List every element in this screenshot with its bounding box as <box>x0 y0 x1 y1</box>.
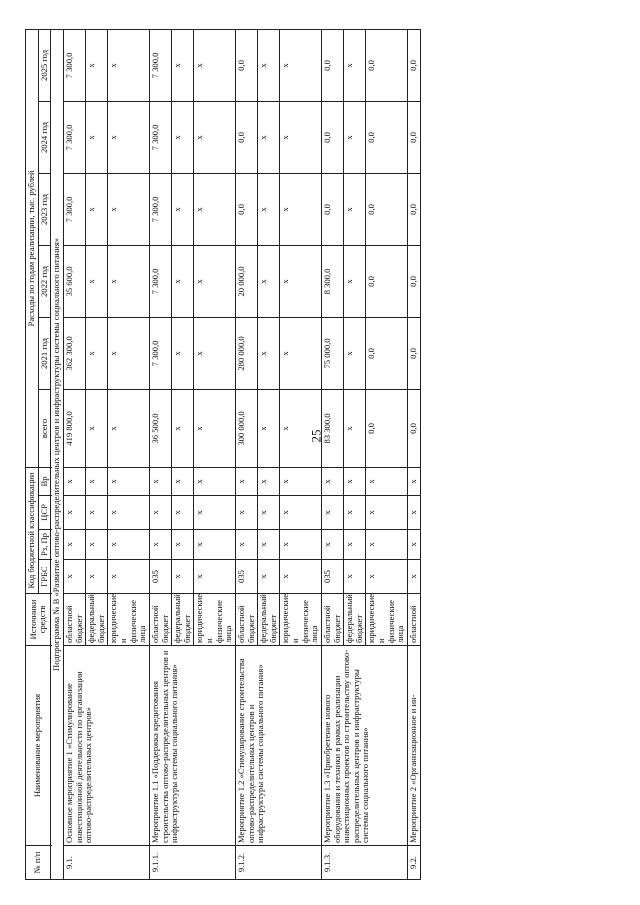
cell-total: х <box>344 389 366 467</box>
cell-csr: х <box>86 496 108 530</box>
header-name: Наименование мероприятия <box>26 646 51 846</box>
cell-total: 0,0 <box>407 389 420 467</box>
cell-y2024: х <box>344 101 366 173</box>
cell-grbs: х <box>63 560 85 594</box>
funding-source: юридические и физические лица <box>108 594 150 646</box>
cell-total: 300 000,0 <box>235 389 257 467</box>
subprogram-title: Подпрограмма № В «Развитие оптово-распределительных центров и инфраструктуры системы социального питания» <box>51 29 64 879</box>
cell-csr: х <box>366 496 408 530</box>
cell-y2025: х <box>344 29 366 101</box>
cell-y2024: 0,0 <box>235 101 257 173</box>
funding-source: областной <box>407 594 420 646</box>
table-row <box>321 29 343 879</box>
cell-csr: х <box>108 496 150 530</box>
cell-total: 36 500,0 <box>149 389 171 467</box>
cell-csr: х <box>63 496 85 530</box>
cell-total: х <box>258 389 280 467</box>
cell-y2025: х <box>108 29 150 101</box>
cell-y2022: х <box>280 245 322 317</box>
cell-vr: х <box>235 467 257 495</box>
cell-rzpr: х <box>86 530 108 560</box>
header-rz-pr: Рз, Пр <box>38 530 51 560</box>
cell-grbs: 035 <box>149 560 171 594</box>
cell-y2023: х <box>108 173 150 245</box>
cell-grbs: 035 <box>321 560 343 594</box>
measure-number: 9.1.1. <box>149 846 235 880</box>
measure-name: Основное мероприятие 1 «Стимулирование инвестиционной деятельности по организации оптово-распределительных центров» <box>63 646 149 846</box>
measure-name: Мероприятие 1.2 «Стимулирование строительства оптово-распределительных центров и инфраструктуры системы социального питания» <box>235 646 321 846</box>
header-total: всего <box>38 389 51 467</box>
measure-name: Мероприятие 1.3 «Приобретение нового оборудования и техники в рамках реализации инвестиционных проектов по строительству оптово-распределительных центров и инфраструктуры системы социального питания» <box>321 646 407 846</box>
header-expenses: Расходы по годам реализации, тыс. рублей <box>26 29 39 467</box>
cell-y2021: х <box>172 317 194 389</box>
cell-rzpr: х <box>149 530 171 560</box>
table-row <box>235 29 257 879</box>
measure-number: 9.1.2. <box>235 846 321 880</box>
table-row <box>407 29 420 879</box>
header-budget-code: Код бюджетной классификации <box>26 467 39 593</box>
cell-y2023: 0,0 <box>366 173 408 245</box>
cell-rzpr: х <box>235 530 257 560</box>
cell-y2024: х <box>194 101 236 173</box>
cell-y2023: х <box>86 173 108 245</box>
cell-grbs: х <box>194 560 236 594</box>
cell-y2021: х <box>194 317 236 389</box>
cell-y2023: х <box>344 173 366 245</box>
cell-y2021: 280 000,0 <box>235 317 257 389</box>
cell-vr: х <box>344 467 366 495</box>
cell-grbs: х <box>86 560 108 594</box>
cell-total: х <box>86 389 108 467</box>
cell-csr: х <box>149 496 171 530</box>
cell-y2023: х <box>258 173 280 245</box>
funding-source: федеральный бюджет <box>86 594 108 646</box>
cell-csr: х <box>344 496 366 530</box>
cell-total: х <box>280 389 322 467</box>
cell-vr: х <box>149 467 171 495</box>
cell-rzpr: х <box>172 530 194 560</box>
page-number: 25 <box>308 429 324 443</box>
cell-rzpr: х <box>194 530 236 560</box>
cell-total: 0,0 <box>366 389 408 467</box>
cell-y2025: х <box>172 29 194 101</box>
cell-csr: х <box>321 496 343 530</box>
header-2022: 2022 год <box>38 245 51 317</box>
rotated-page <box>25 30 625 880</box>
funding-source: областной бюджет <box>235 594 257 646</box>
header-2024: 2024 год <box>38 101 51 173</box>
cell-total: 83 300,0 <box>321 389 343 467</box>
measure-name: Мероприятие 2 «Организационное и ин- <box>407 646 420 846</box>
cell-rzpr: х <box>407 530 420 560</box>
budget-table <box>25 29 421 880</box>
cell-y2021: х <box>86 317 108 389</box>
cell-csr: х <box>235 496 257 530</box>
header-sources: Источники средств <box>26 594 51 646</box>
cell-vr: х <box>280 467 322 495</box>
table-row <box>63 29 85 879</box>
cell-vr: х <box>321 467 343 495</box>
cell-grbs: х <box>344 560 366 594</box>
cell-rzpr: х <box>280 530 322 560</box>
cell-vr: х <box>407 467 420 495</box>
cell-y2022: 0,0 <box>407 245 420 317</box>
header-grbs: ГРБС <box>38 560 51 594</box>
cell-y2022: 20 000,0 <box>235 245 257 317</box>
cell-grbs: 035 <box>235 560 257 594</box>
cell-y2022: 8 300,0 <box>321 245 343 317</box>
cell-y2023: 0,0 <box>407 173 420 245</box>
cell-y2024: 7 300,0 <box>149 101 171 173</box>
cell-y2025: 7 300,0 <box>63 29 85 101</box>
cell-y2023: 0,0 <box>321 173 343 245</box>
table-row <box>149 29 171 879</box>
cell-y2024: 0,0 <box>321 101 343 173</box>
cell-y2021: 7 300,0 <box>149 317 171 389</box>
funding-source: юридические и физические лица <box>280 594 322 646</box>
cell-y2022: х <box>86 245 108 317</box>
header-num: № п/п <box>26 846 51 880</box>
cell-y2024: 7 300,0 <box>63 101 85 173</box>
cell-y2024: х <box>280 101 322 173</box>
measure-number: 9.2. <box>407 846 420 880</box>
cell-y2025: 0,0 <box>235 29 257 101</box>
cell-y2024: 0,0 <box>366 101 408 173</box>
cell-y2023: 0,0 <box>235 173 257 245</box>
cell-y2025: 7 300,0 <box>149 29 171 101</box>
funding-source: федеральный бюджет <box>258 594 280 646</box>
cell-vr: х <box>258 467 280 495</box>
cell-y2025: х <box>86 29 108 101</box>
cell-vr: х <box>63 467 85 495</box>
cell-y2024: х <box>172 101 194 173</box>
cell-vr: х <box>108 467 150 495</box>
cell-y2023: х <box>172 173 194 245</box>
header-vr: Вр <box>38 467 51 495</box>
cell-y2021: 75 000,0 <box>321 317 343 389</box>
cell-grbs: х <box>407 560 420 594</box>
cell-y2025: х <box>258 29 280 101</box>
funding-source: областной бюджет <box>321 594 343 646</box>
cell-y2023: 7 300,0 <box>63 173 85 245</box>
header-2023: 2023 год <box>38 173 51 245</box>
measure-number: 9.1.3. <box>321 846 407 880</box>
cell-y2024: х <box>86 101 108 173</box>
cell-vr: х <box>172 467 194 495</box>
cell-csr: х <box>258 496 280 530</box>
cell-y2021: 0,0 <box>407 317 420 389</box>
cell-y2022: х <box>194 245 236 317</box>
cell-y2021: х <box>344 317 366 389</box>
cell-y2025: 0,0 <box>407 29 420 101</box>
cell-grbs: х <box>172 560 194 594</box>
cell-csr: х <box>407 496 420 530</box>
cell-y2024: 0,0 <box>407 101 420 173</box>
cell-y2022: х <box>344 245 366 317</box>
cell-y2022: х <box>108 245 150 317</box>
cell-rzpr: х <box>366 530 408 560</box>
funding-source: федеральный бюджет <box>172 594 194 646</box>
cell-y2021: х <box>108 317 150 389</box>
cell-rzpr: х <box>321 530 343 560</box>
cell-y2022: х <box>258 245 280 317</box>
measure-name: Мероприятие 1.1 «Поддержка кредитования строительства оптово-распределительных центров и инфраструктуры системы социального питания» <box>149 646 235 846</box>
cell-y2022: 0,0 <box>366 245 408 317</box>
cell-y2021: х <box>280 317 322 389</box>
cell-csr: х <box>194 496 236 530</box>
cell-grbs: х <box>108 560 150 594</box>
cell-total: х <box>172 389 194 467</box>
header-2021: 2021 год <box>38 317 51 389</box>
cell-rzpr: х <box>258 530 280 560</box>
cell-y2023: 7 300,0 <box>149 173 171 245</box>
cell-vr: х <box>366 467 408 495</box>
funding-source: юридические и физические лица <box>194 594 236 646</box>
cell-y2025: х <box>280 29 322 101</box>
cell-y2021: х <box>258 317 280 389</box>
cell-y2022: х <box>172 245 194 317</box>
cell-y2024: х <box>258 101 280 173</box>
cell-y2022: 7 300,0 <box>149 245 171 317</box>
cell-rzpr: х <box>344 530 366 560</box>
cell-y2021: 0,0 <box>366 317 408 389</box>
cell-vr: х <box>86 467 108 495</box>
cell-y2024: х <box>108 101 150 173</box>
cell-y2025: 0,0 <box>321 29 343 101</box>
funding-source: областной бюджет <box>63 594 85 646</box>
cell-grbs: х <box>280 560 322 594</box>
cell-total: х <box>108 389 150 467</box>
cell-csr: х <box>172 496 194 530</box>
cell-vr: х <box>194 467 236 495</box>
measure-number: 9.1. <box>63 846 149 880</box>
header-csr: ЦСР <box>38 496 51 530</box>
funding-source: федеральный бюджет <box>344 594 366 646</box>
header-2025: 2025 год <box>38 29 51 101</box>
cell-rzpr: х <box>108 530 150 560</box>
cell-y2025: 0,0 <box>366 29 408 101</box>
cell-y2021: 362 300,0 <box>63 317 85 389</box>
cell-csr: х <box>280 496 322 530</box>
cell-y2023: х <box>280 173 322 245</box>
cell-grbs: х <box>258 560 280 594</box>
cell-grbs: х <box>366 560 408 594</box>
funding-source: юридические и физические лица <box>366 594 408 646</box>
cell-y2022: 35 600,0 <box>63 245 85 317</box>
cell-y2025: х <box>194 29 236 101</box>
cell-total: 419 800,0 <box>63 389 85 467</box>
cell-rzpr: х <box>63 530 85 560</box>
funding-source: областной бюджет <box>149 594 171 646</box>
cell-total: х <box>194 389 236 467</box>
cell-y2023: х <box>194 173 236 245</box>
